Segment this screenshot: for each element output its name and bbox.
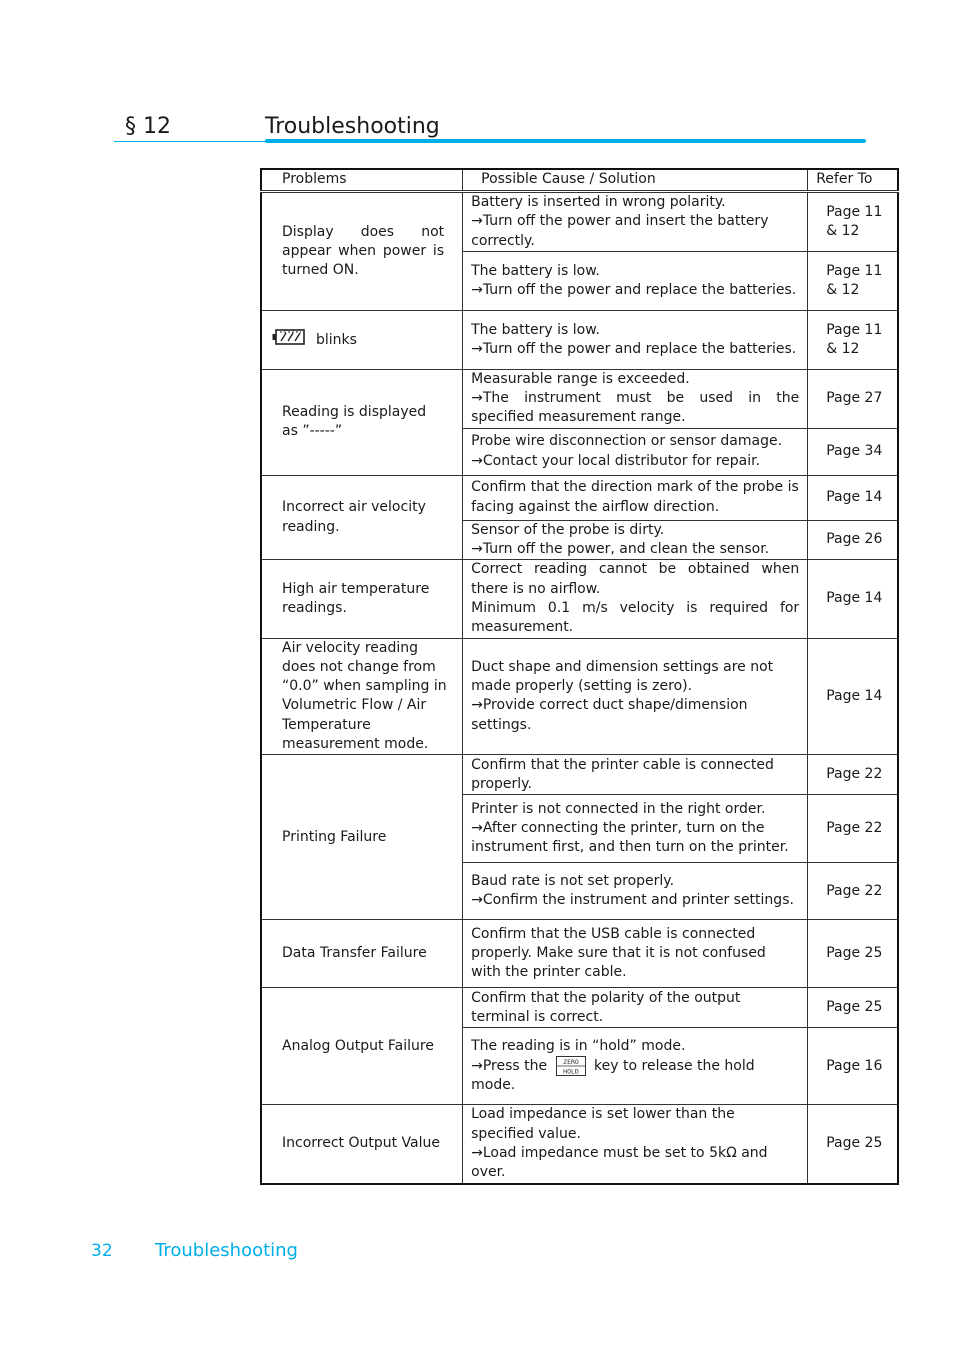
solution-text: key to release the hold mode.	[471, 1058, 755, 1094]
page-number: 32	[91, 1241, 113, 1261]
section-number: § 12	[125, 114, 171, 139]
refer-cell: Page 11 & 12	[808, 192, 898, 252]
header-rule-left	[114, 141, 270, 142]
solution-cell: Load impedance is set lower than the specified value. →Load impedance must be set to 5kΩ and over.	[463, 1105, 808, 1184]
solution-cell: Sensor of the probe is dirty. →Turn off the power, and clean the sensor.	[463, 520, 808, 560]
solution-cell: Confirm that the USB cable is connected properly. Make sure that it is not confused with the printer cable.	[463, 920, 808, 988]
refer-cell: Page 27	[808, 369, 898, 428]
table-row	[261, 310, 898, 369]
refer-cell: Page 14	[808, 475, 898, 520]
refer-cell: Page 25	[808, 1105, 898, 1184]
zero-hold-key-icon	[556, 1056, 586, 1076]
solution-cell: Confirm that the printer cable is connected properly.	[463, 755, 808, 795]
hold-key-top-label: ZERO	[562, 1058, 579, 1067]
battery-low-icon	[272, 328, 306, 352]
table-row	[261, 920, 898, 988]
problem-cell: Data Transfer Failure	[261, 920, 463, 988]
troubleshooting-table	[260, 168, 899, 1185]
solution-cell: Confirm that the direction mark of the probe is facing against the airflow direction.	[463, 475, 808, 520]
problem-cell: High air temperature readings.	[261, 560, 463, 638]
table-row	[261, 988, 898, 1028]
refer-cell: Page 11 & 12	[808, 251, 898, 310]
refer-cell: Page 25	[808, 920, 898, 988]
header-problems: Problems	[261, 169, 463, 192]
solution-cell: Probe wire disconnection or sensor damage. →Contact your local distributor for repair.	[463, 428, 808, 475]
solution-cell: Baud rate is not set properly. →Confirm the instrument and printer settings.	[463, 863, 808, 920]
problem-cell	[261, 310, 463, 369]
header-rule	[265, 139, 866, 143]
problem-text: blinks	[316, 331, 357, 348]
problem-cell: Incorrect Output Value	[261, 1105, 463, 1184]
refer-cell: Page 11 & 12	[808, 310, 898, 369]
solution-cell: Battery is inserted in wrong polarity. →Turn off the power and insert the battery correctly.	[463, 192, 808, 252]
hold-key-bottom-label: HOLD	[562, 1067, 579, 1076]
footer-title: Troubleshooting	[155, 1240, 298, 1261]
solution-cell: Printer is not connected in the right order. →After connecting the printer, turn on the instrument first, and then turn on the printer.	[463, 795, 808, 863]
solution-cell: The battery is low. →Turn off the power and replace the batteries.	[463, 251, 808, 310]
solution-cell: Duct shape and dimension settings are not made properly (setting is zero). →Provide correct duct shape/dimension settings.	[463, 638, 808, 755]
problem-cell: Air velocity reading does not change from “0.0” when sampling in Volumetric Flow / Air Temperature measurement mode.	[261, 638, 463, 755]
solution-cell: Correct reading cannot be obtained when there is no airflow. Minimum 0.1 m/s velocity is required for measurement.	[463, 560, 808, 638]
problem-cell: Reading is displayed as ”-----”	[261, 369, 463, 475]
table-row	[261, 369, 898, 428]
solution-cell: Measurable range is exceeded. →The instrument must be used in the specified measurement range.	[463, 369, 808, 428]
table-row	[261, 192, 898, 252]
table-row	[261, 560, 898, 638]
table-row	[261, 1105, 898, 1184]
refer-cell: Page 22	[808, 863, 898, 920]
problem-cell: Printing Failure	[261, 755, 463, 920]
refer-cell: Page 14	[808, 638, 898, 755]
solution-cell: Confirm that the polarity of the output terminal is correct.	[463, 988, 808, 1028]
refer-cell: Page 14	[808, 560, 898, 638]
refer-cell: Page 25	[808, 988, 898, 1028]
solution-cell: The battery is low. →Turn off the power and replace the batteries.	[463, 310, 808, 369]
table-row	[261, 638, 898, 755]
solution-text: The reading is in “hold” mode. →Press the	[471, 1037, 686, 1075]
page-header	[114, 112, 866, 146]
header-solution: Possible Cause / Solution	[463, 169, 808, 192]
table-row	[261, 475, 898, 520]
page-title: Troubleshooting	[265, 114, 440, 139]
refer-cell: Page 22	[808, 795, 898, 863]
header-refer: Refer To	[808, 169, 898, 192]
problem-cell: Display does not appear when power is turned ON.	[261, 192, 463, 311]
problem-cell: Analog Output Failure	[261, 988, 463, 1105]
refer-cell: Page 34	[808, 428, 898, 475]
refer-cell: Page 26	[808, 520, 898, 560]
table-header-row	[261, 169, 898, 192]
problem-cell: Incorrect air velocity reading.	[261, 475, 463, 560]
solution-cell	[463, 1028, 808, 1105]
table-row	[261, 755, 898, 795]
refer-cell: Page 16	[808, 1028, 898, 1105]
refer-cell: Page 22	[808, 755, 898, 795]
